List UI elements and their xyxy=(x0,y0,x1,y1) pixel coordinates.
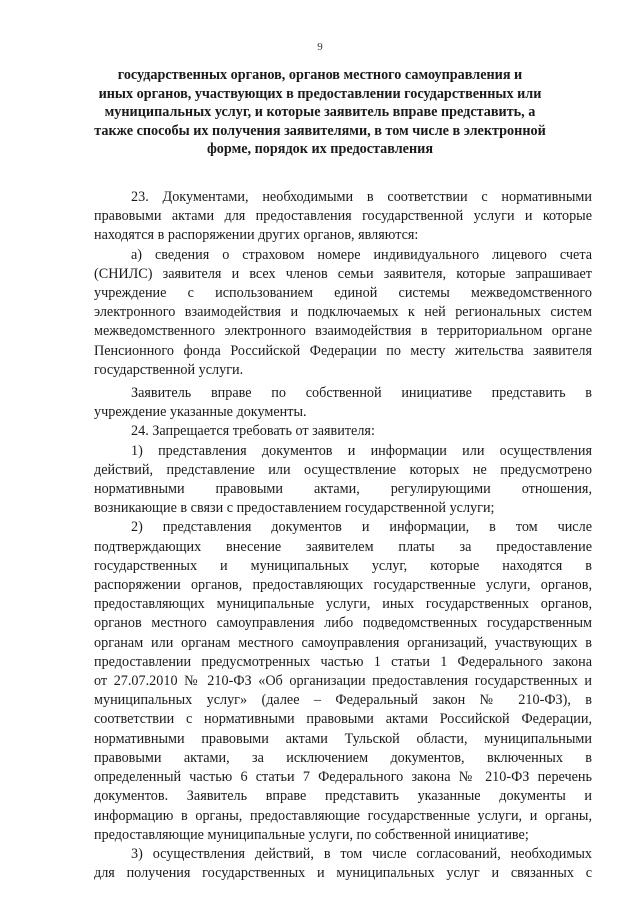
paragraph-line: муниципальных услуг» (далее – Федеральный закон № 210-ФЗ), в xyxy=(94,692,592,709)
paragraph-line: 24. Запрещается требовать от заявителя: xyxy=(131,423,375,440)
paragraph-line: 1) представления документов и информации или осуществления xyxy=(131,442,592,459)
paragraph-line: 3) осуществления действий, в том числе согласований, необходимых xyxy=(131,845,592,862)
paragraph-line: для получения государственных и муниципальных услуг и связанных с xyxy=(94,865,592,882)
page-number: 9 xyxy=(317,41,323,53)
heading-line: иных органов, участвующих в предоставлении государственных или xyxy=(98,85,542,102)
paragraph-line: информацию в органы, предоставляющие государственные услуги, и органы, xyxy=(94,807,592,824)
paragraph-line: государственной услуги. xyxy=(94,361,244,378)
paragraph xyxy=(94,422,592,441)
heading-line: муниципальных услуг, и которые заявитель вправе представить, а xyxy=(104,104,536,120)
paragraph-line: действий, представление или осуществление которых не предусмотрено xyxy=(94,461,592,478)
paragraph-line: государственных и муниципальных услуг, которые находятся в xyxy=(94,557,592,574)
paragraph-line: определенный частью 6 статьи 7 Федерального закона № 210-ФЗ перечень xyxy=(94,769,592,786)
heading-line: форме, порядок их предоставления xyxy=(206,141,434,157)
paragraph-line: документов. Заявитель вправе представить указанные документы и xyxy=(94,788,592,805)
paragraph-line: соответствии с нормативными правовыми актами Российской Федерации, xyxy=(94,711,592,728)
paragraph-line: нормативными правовыми актами Тульской области, муниципальными xyxy=(94,730,592,747)
paragraph-line: органам или органам местного самоуправления организаций, участвующих в xyxy=(94,634,592,651)
paragraph xyxy=(94,188,592,246)
paragraph-line: а) сведения о страховом номере индивидуального лицевого счета xyxy=(131,246,592,263)
paragraph xyxy=(94,518,592,844)
paragraph-line: 23. Документами, необходимыми в соответствии с нормативными xyxy=(131,189,592,205)
paragraph xyxy=(94,845,592,883)
paragraph-line: (СНИЛС) заявителя и всех членов семьи заявителя, которые запрашивает xyxy=(94,265,592,282)
paragraph-line: электронного взаимодействия и подключаемых к ней региональных систем xyxy=(94,304,592,321)
paragraph-line: правовыми актами для предоставления государственной услуги и которые xyxy=(94,208,592,225)
paragraph-line: учреждение указанные документы. xyxy=(94,404,307,421)
heading-line: также способы их получения заявителями, в том числе в электронной xyxy=(94,122,546,139)
paragraph-line: распоряжении органов, предоставляющих государственные услуги, органов, xyxy=(94,577,592,594)
paragraph-line: Пенсионного фонда Российской Федерации по месту жительства заявителя xyxy=(94,342,592,359)
paragraph-line: органов местного самоуправления либо подведомственных государственным xyxy=(94,615,592,632)
paragraph-line: находятся в распоряжении других органов, являются: xyxy=(94,227,419,244)
paragraph-line: 2) представления документов и информации, в том числе xyxy=(131,519,592,536)
section-heading xyxy=(90,66,550,159)
paragraph-line: от 27.07.2010 № 210-ФЗ «Об организации предоставления государственных и xyxy=(94,673,592,690)
paragraph-line: подтверждающих внесение заявителем платы за предоставление xyxy=(94,538,592,555)
paragraph xyxy=(94,384,592,422)
paragraph-line: предоставлении предусмотренных частью 1 статьи 1 Федерального закона xyxy=(94,653,592,670)
paragraph-line: правовыми актами, за исключением документов, включенных в xyxy=(94,749,592,766)
paragraph-line: межведомственного электронного взаимодействия в территориальном органе xyxy=(94,323,592,340)
paragraph-line: предоставляющие муниципальные услуги, по собственной инициативе; xyxy=(94,826,529,843)
paragraph-line: предоставляющих муниципальные услуги, иных государственных органов, xyxy=(94,596,592,613)
paragraph xyxy=(94,442,592,519)
paragraph-line: учреждение с использованием единой системы межведомственного xyxy=(94,285,592,302)
paragraph xyxy=(94,246,592,380)
paragraph-line: Заявитель вправе по собственной инициативе представить в xyxy=(131,385,592,402)
document-body xyxy=(94,188,592,883)
paragraph-line: нормативными правовыми актами, регулирующими отношения, xyxy=(94,481,592,498)
paragraph-line: возникающие в связи с предоставлением государственной услуги; xyxy=(94,500,495,517)
heading-line: государственных органов, органов местного самоуправления и xyxy=(117,67,523,83)
